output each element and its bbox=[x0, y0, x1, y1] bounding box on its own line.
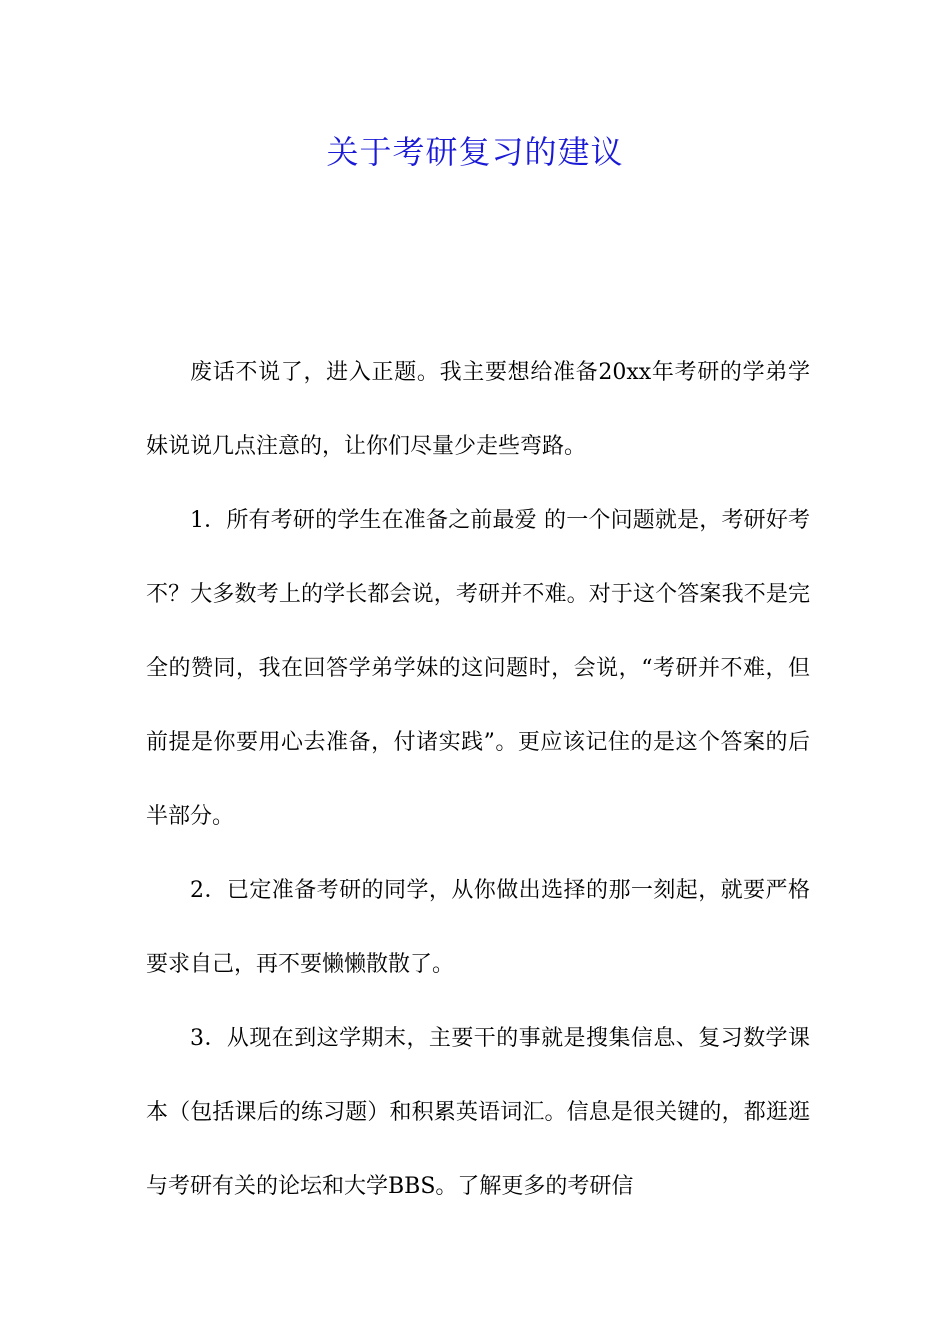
document-title: 关于考研复习的建议 bbox=[326, 133, 624, 171]
paragraph-point-2: 2．已定准备考研的同学，从你做出选择的那一刻起，就要严格要求自己，再不要懒懒散散了。 bbox=[146, 878, 810, 977]
paragraph-point-3: 3．从现在到这学期末，主要干的事就是搜集信息、复习数学课本（包括课后的练习题）和积累英语词汇。信息是很关键的，都逛逛与考研有关的论坛和大学BBS。了解更多的考研信 bbox=[146, 1026, 810, 1199]
paragraph-point-1: 1．所有考研的学生在准备之前最爱 的一个问题就是，考研好考不？大多数考上的学长都会说，考研并不难。对于这个答案我不是完全的赞同，我在回答学弟学妹的这问题时，会说，“考研并不难，但前提是你要用心去准备，付诸实践”。更应该记住的是这个答案的后半部分。 bbox=[146, 508, 810, 829]
document-body bbox=[146, 336, 810, 1224]
paragraph-intro: 废话不说了，进入正题。我主要想给准备20xx年考研的学弟学妹说说几点注意的，让你们尽量少走些弯路。 bbox=[146, 360, 810, 459]
